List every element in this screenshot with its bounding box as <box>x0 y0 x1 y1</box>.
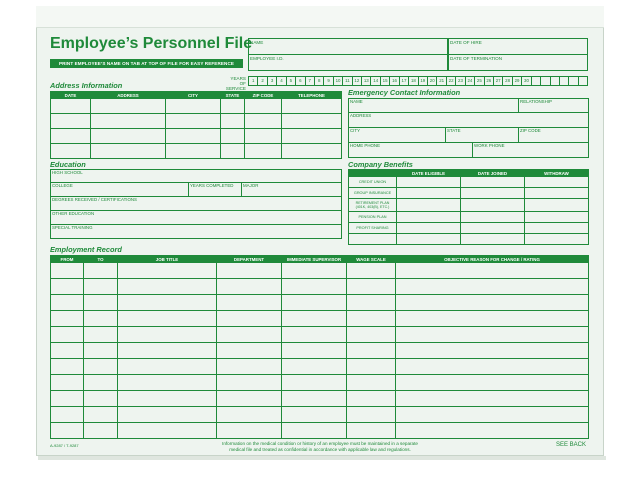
employment-cell[interactable] <box>217 343 282 359</box>
benefit-cell[interactable] <box>461 177 525 188</box>
address-col-telephone: TELEPHONE <box>282 92 342 99</box>
employment-cell[interactable] <box>51 279 84 295</box>
employment-col-job-title: JOB TITLE <box>118 256 217 263</box>
year-box: 27 <box>494 77 503 85</box>
emergency-relationship-label: RELATIONSHIP <box>520 99 552 104</box>
year-box: 3 <box>268 77 277 85</box>
employment-col-to: TO <box>84 256 118 263</box>
employment-cell[interactable] <box>282 375 347 391</box>
benefit-cell[interactable] <box>397 234 461 245</box>
years-of-service-label: YEARS OF SERVICE <box>225 76 246 91</box>
benefit-cell[interactable] <box>461 199 525 212</box>
folder-shadow <box>38 456 606 460</box>
year-box: 13 <box>362 77 371 85</box>
employment-col-department: DEPARTMENT <box>217 256 282 263</box>
year-box: 8 <box>315 77 324 85</box>
employment-cell[interactable] <box>396 407 589 423</box>
address-cell[interactable] <box>51 99 91 114</box>
emergency-address-field[interactable] <box>349 113 589 128</box>
employment-cell[interactable] <box>396 311 589 327</box>
employment-cell[interactable] <box>51 391 84 407</box>
employment-cell[interactable] <box>396 359 589 375</box>
benefits-heading: Company Benefits <box>348 160 413 169</box>
years-completed-field[interactable] <box>189 183 242 197</box>
address-cell[interactable] <box>51 129 91 144</box>
year-box: 1 <box>249 77 258 85</box>
employment-cell[interactable] <box>282 423 347 439</box>
year-box: 5 <box>287 77 296 85</box>
benefit-cell[interactable] <box>397 177 461 188</box>
year-box: 10 <box>334 77 343 85</box>
employment-col-from: FROM <box>51 256 84 263</box>
year-box: 2 <box>258 77 267 85</box>
name-divider <box>248 54 448 55</box>
employment-cell[interactable] <box>347 279 396 295</box>
employment-cell[interactable] <box>118 391 217 407</box>
years-completed-label: YEARS COMPLETED <box>190 183 234 188</box>
benefit-cell[interactable] <box>525 223 589 234</box>
address-col-zip: ZIP CODE <box>245 92 282 99</box>
benefit-cell[interactable] <box>525 177 589 188</box>
address-cell[interactable] <box>91 99 166 114</box>
address-cell[interactable] <box>166 114 221 129</box>
employment-cell[interactable] <box>84 391 118 407</box>
address-cell[interactable] <box>51 144 91 159</box>
form-code: A-9287 / T-9287 <box>50 443 79 448</box>
benefit-row-label: RETIREMENT PLAN (401K, 403(B), ETC.) <box>349 199 397 212</box>
address-heading: Address Information <box>50 81 123 90</box>
emergency-city-label: CITY <box>350 128 361 133</box>
address-cell[interactable] <box>221 99 245 114</box>
emergency-name-label: NAME <box>350 99 363 104</box>
employment-cell[interactable] <box>118 343 217 359</box>
employment-cell[interactable] <box>118 407 217 423</box>
year-box: 22 <box>447 77 456 85</box>
employment-cell[interactable] <box>118 359 217 375</box>
benefits-table <box>348 169 589 245</box>
degrees-label: DEGREES RECEIVED / CERTIFICATIONS <box>52 197 137 202</box>
employment-cell[interactable] <box>217 295 282 311</box>
employment-cell[interactable] <box>51 343 84 359</box>
employment-cell[interactable] <box>347 407 396 423</box>
special-training-label: SPECIAL TRAINING <box>52 225 93 230</box>
employment-cell[interactable] <box>396 375 589 391</box>
date-of-termination-label: DATE OF TERMINATION <box>450 56 503 61</box>
year-box: 19 <box>419 77 428 85</box>
high-school-field[interactable] <box>51 170 342 183</box>
employment-col-wage-scale: WAGE SCALE <box>347 256 396 263</box>
year-box: 24 <box>466 77 475 85</box>
employment-cell[interactable] <box>282 295 347 311</box>
year-box: 14 <box>371 77 380 85</box>
address-cell[interactable] <box>282 129 342 144</box>
employment-cell[interactable] <box>217 375 282 391</box>
employment-cell[interactable] <box>347 343 396 359</box>
year-box: 25 <box>475 77 484 85</box>
employment-cell[interactable] <box>282 279 347 295</box>
employment-cell[interactable] <box>51 327 84 343</box>
college-field[interactable] <box>51 183 189 197</box>
year-box-blank <box>532 77 541 85</box>
address-col-city: CITY <box>166 92 221 99</box>
year-box-blank <box>560 77 569 85</box>
employment-cell[interactable] <box>217 311 282 327</box>
employment-cell[interactable] <box>84 279 118 295</box>
employment-cell[interactable] <box>282 359 347 375</box>
address-cell[interactable] <box>166 99 221 114</box>
employment-cell[interactable] <box>282 343 347 359</box>
major-label: MAJOR <box>243 183 259 188</box>
address-cell[interactable] <box>282 99 342 114</box>
benefit-cell[interactable] <box>461 188 525 199</box>
employment-cell[interactable] <box>396 263 589 279</box>
address-cell[interactable] <box>221 144 245 159</box>
year-box: 12 <box>353 77 362 85</box>
major-field[interactable] <box>242 183 342 197</box>
address-cell[interactable] <box>91 129 166 144</box>
year-box-blank <box>569 77 578 85</box>
employment-cell[interactable] <box>347 311 396 327</box>
emergency-state-field[interactable] <box>446 128 519 143</box>
employment-cell[interactable] <box>282 263 347 279</box>
employment-cell[interactable] <box>396 423 589 439</box>
employment-cell[interactable] <box>84 295 118 311</box>
emergency-city-field[interactable] <box>349 128 446 143</box>
employment-cell[interactable] <box>282 407 347 423</box>
year-box: 6 <box>296 77 305 85</box>
benefits-col-date-joined: DATE JOINED <box>461 170 525 177</box>
confidential-notice-line2: medical file and treated as confidential in accordance with applicable law and regulations. <box>229 447 411 452</box>
employment-cell[interactable] <box>51 311 84 327</box>
address-cell[interactable] <box>221 129 245 144</box>
employment-cell[interactable] <box>282 327 347 343</box>
emergency-name-field[interactable] <box>349 99 519 113</box>
benefit-row-label: CREDIT UNION <box>349 177 397 188</box>
year-box: 30 <box>522 77 531 85</box>
benefit-cell[interactable] <box>397 223 461 234</box>
see-back-label: SEE BACK <box>556 442 587 448</box>
employment-cell[interactable] <box>282 391 347 407</box>
emergency-zip-label: ZIP CODE <box>520 128 541 133</box>
employment-cell[interactable] <box>118 279 217 295</box>
employment-cell[interactable] <box>118 375 217 391</box>
benefit-row-label-blank <box>349 234 397 245</box>
benefit-cell[interactable] <box>397 199 461 212</box>
other-education-field[interactable] <box>51 211 342 225</box>
special-training-field[interactable] <box>51 225 342 239</box>
employment-cell[interactable] <box>51 359 84 375</box>
address-cell[interactable] <box>221 114 245 129</box>
employment-cell[interactable] <box>217 423 282 439</box>
emergency-home-phone-field[interactable] <box>349 143 473 158</box>
employment-cell[interactable] <box>347 263 396 279</box>
employment-table <box>50 255 589 439</box>
benefits-col-withdraw: WITHDRAW <box>525 170 589 177</box>
college-label: COLLEGE <box>52 183 73 188</box>
education-heading: Education <box>50 160 86 169</box>
other-education-label: OTHER EDUCATION <box>52 211 95 216</box>
employment-cell[interactable] <box>217 391 282 407</box>
emergency-work-phone-field[interactable] <box>473 143 589 158</box>
year-box: 4 <box>277 77 286 85</box>
employment-cell[interactable] <box>217 263 282 279</box>
address-cell[interactable] <box>282 114 342 129</box>
emergency-address-label: ADDRESS <box>350 113 372 118</box>
address-col-address: ADDRESS <box>91 92 166 99</box>
employment-cell[interactable] <box>84 359 118 375</box>
address-cell[interactable] <box>166 144 221 159</box>
employment-cell[interactable] <box>347 327 396 343</box>
employment-cell[interactable] <box>84 343 118 359</box>
year-box-blank <box>579 77 587 85</box>
year-box: 11 <box>343 77 352 85</box>
address-cell[interactable] <box>91 114 166 129</box>
address-cell[interactable] <box>245 99 282 114</box>
employment-cell[interactable] <box>396 343 589 359</box>
employment-cell[interactable] <box>51 407 84 423</box>
employment-cell[interactable] <box>84 423 118 439</box>
emergency-home-phone-label: HOME PHONE <box>350 143 381 148</box>
address-cell[interactable] <box>51 114 91 129</box>
benefit-cell[interactable] <box>525 188 589 199</box>
employment-cell[interactable] <box>217 359 282 375</box>
date-of-hire-label: DATE OF HIRE <box>450 40 482 45</box>
benefit-cell[interactable] <box>461 212 525 223</box>
year-box-blank <box>551 77 560 85</box>
benefit-cell[interactable] <box>525 212 589 223</box>
employment-cell[interactable] <box>347 295 396 311</box>
employment-cell[interactable] <box>84 311 118 327</box>
year-box: 26 <box>485 77 494 85</box>
name-label: NAME <box>250 40 264 45</box>
address-col-state: STATE <box>221 92 245 99</box>
benefit-cell[interactable] <box>525 234 589 245</box>
year-box: 16 <box>390 77 399 85</box>
benefit-cell[interactable] <box>461 223 525 234</box>
employment-cell[interactable] <box>51 263 84 279</box>
address-cell[interactable] <box>282 144 342 159</box>
employment-heading: Employment Record <box>50 245 122 254</box>
degrees-field[interactable] <box>51 197 342 211</box>
emergency-heading: Emergency Contact Information <box>348 88 461 97</box>
year-box: 15 <box>381 77 390 85</box>
emergency-zip-field[interactable] <box>519 128 589 143</box>
year-box: 21 <box>437 77 446 85</box>
benefits-col-blank <box>349 170 397 177</box>
employment-cell[interactable] <box>84 375 118 391</box>
employment-cell[interactable] <box>51 423 84 439</box>
employment-cell[interactable] <box>347 359 396 375</box>
form-title: Employee’s Personnel File <box>50 35 253 52</box>
employment-cell[interactable] <box>217 327 282 343</box>
employment-cell[interactable] <box>347 391 396 407</box>
year-box-blank <box>541 77 550 85</box>
confidential-notice-line1: Information on the medical condition or history of an employee must be maintained in a separate <box>222 441 418 446</box>
benefit-cell[interactable] <box>461 234 525 245</box>
address-cell[interactable] <box>245 144 282 159</box>
employment-cell[interactable] <box>84 263 118 279</box>
benefit-cell[interactable] <box>397 188 461 199</box>
emergency-table <box>348 98 589 158</box>
address-col-date: DATE <box>51 92 91 99</box>
employment-cell[interactable] <box>217 279 282 295</box>
employment-cell[interactable] <box>396 295 589 311</box>
benefit-row-label: PROFIT SHARING <box>349 223 397 234</box>
employment-cell[interactable] <box>84 327 118 343</box>
emergency-work-phone-label: WORK PHONE <box>474 143 505 148</box>
employee-id-label: EMPLOYEE I.D. <box>250 56 284 61</box>
employment-cell[interactable] <box>118 263 217 279</box>
year-box: 29 <box>513 77 522 85</box>
year-box: 7 <box>306 77 315 85</box>
address-cell[interactable] <box>245 114 282 129</box>
year-box: 20 <box>428 77 437 85</box>
print-name-banner: PRINT EMPLOYEE’S NAME ON TAB AT TOP OF FILE FOR EASY REFERENCE <box>50 59 243 68</box>
benefits-col-date-eligible: DATE ELIGIBLE <box>397 170 461 177</box>
address-cell[interactable] <box>245 129 282 144</box>
high-school-label: HIGH SCHOOL <box>52 170 83 175</box>
employment-cell[interactable] <box>217 407 282 423</box>
employment-cell[interactable] <box>51 295 84 311</box>
employment-cell[interactable] <box>396 327 589 343</box>
years-of-service-strip <box>248 76 588 86</box>
year-box: 28 <box>503 77 512 85</box>
employment-col-reason: OBJECTIVE REASON FOR CHANGE / RATING <box>396 256 589 263</box>
employment-col-supervisor: IMMEDIATE SUPERVISOR <box>282 256 347 263</box>
employment-cell[interactable] <box>282 311 347 327</box>
education-table <box>50 169 342 239</box>
address-table <box>50 91 342 159</box>
benefit-cell[interactable] <box>525 199 589 212</box>
address-cell[interactable] <box>91 144 166 159</box>
benefit-row-label: PENSION PLAN <box>349 212 397 223</box>
employment-cell[interactable] <box>347 375 396 391</box>
year-box: 23 <box>456 77 465 85</box>
folder-tab <box>36 6 604 28</box>
year-box: 18 <box>409 77 418 85</box>
emergency-relationship-field[interactable] <box>519 99 589 113</box>
emergency-state-label: STATE <box>447 128 461 133</box>
year-box: 17 <box>400 77 409 85</box>
employment-cell[interactable] <box>118 327 217 343</box>
employment-cell[interactable] <box>118 295 217 311</box>
employment-cell[interactable] <box>118 311 217 327</box>
employment-cell[interactable] <box>396 391 589 407</box>
employment-cell[interactable] <box>118 423 217 439</box>
benefit-cell[interactable] <box>397 212 461 223</box>
address-cell[interactable] <box>166 129 221 144</box>
benefit-row-label: GROUP INSURANCE <box>349 188 397 199</box>
employment-cell[interactable] <box>396 279 589 295</box>
employment-cell[interactable] <box>84 407 118 423</box>
employment-cell[interactable] <box>347 423 396 439</box>
hire-divider <box>448 54 588 55</box>
year-box: 9 <box>324 77 333 85</box>
employment-cell[interactable] <box>51 375 84 391</box>
